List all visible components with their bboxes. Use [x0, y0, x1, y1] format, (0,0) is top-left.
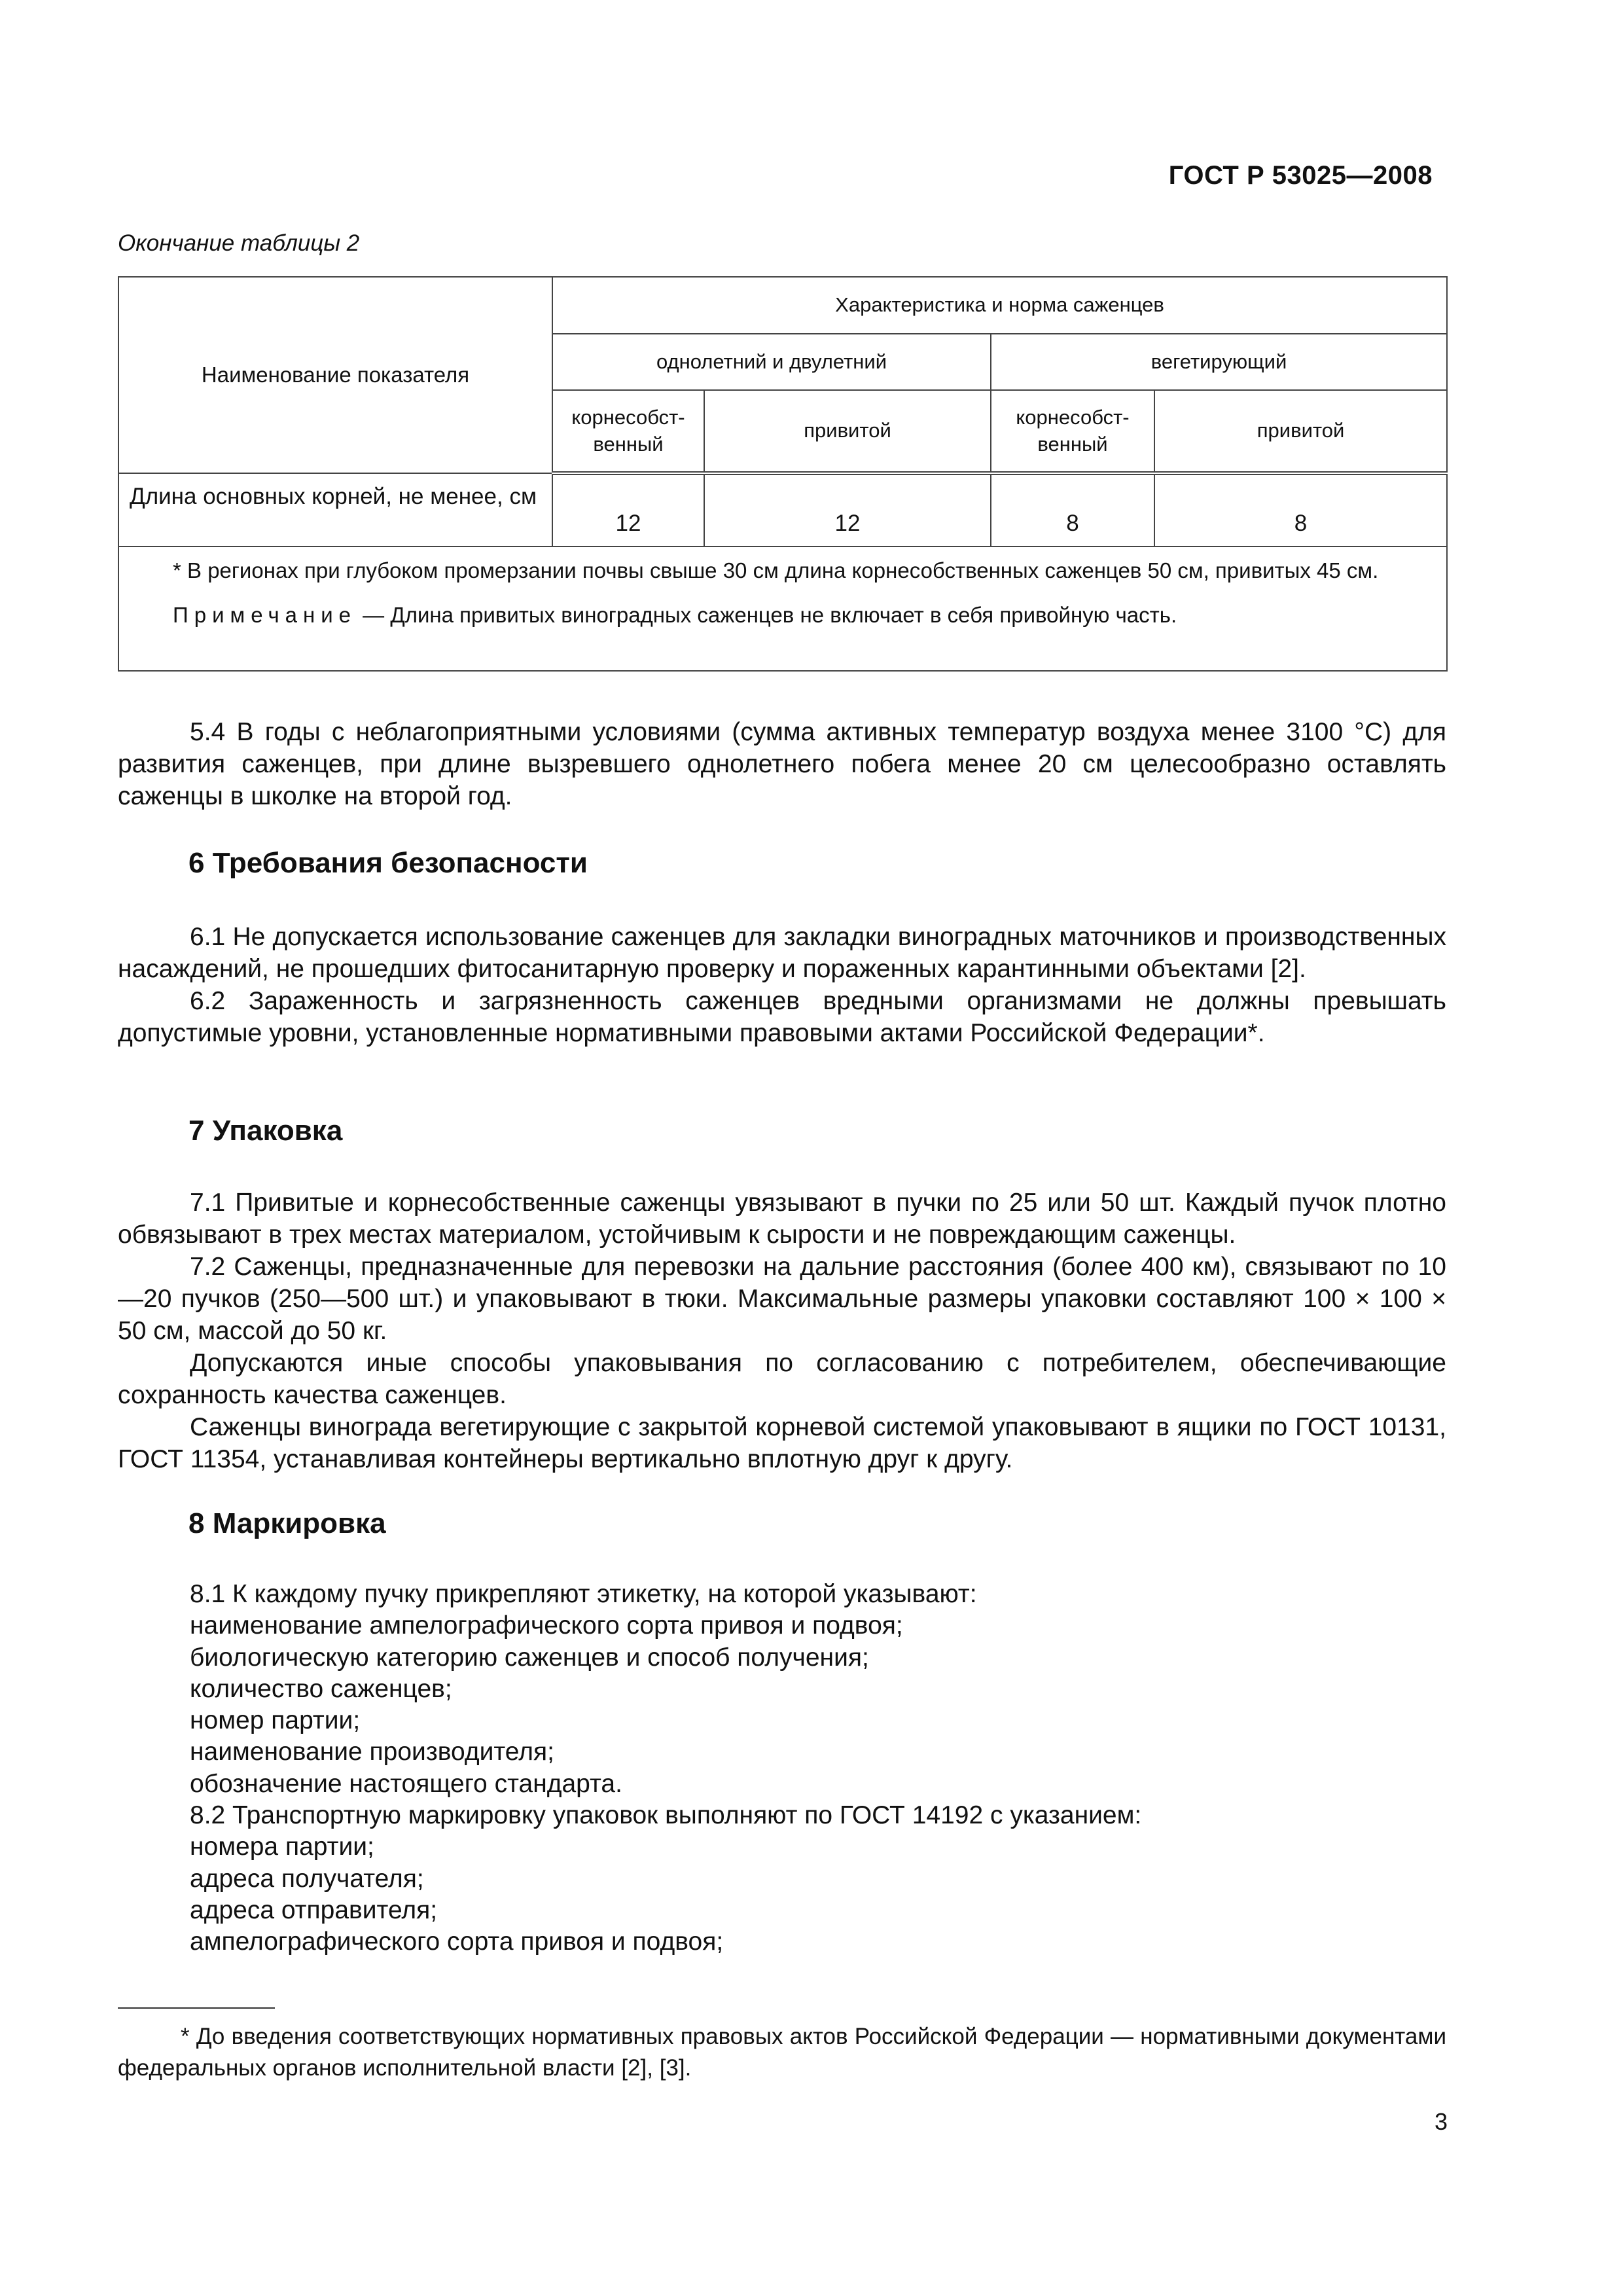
- table-footer: [118, 547, 1447, 671]
- row-value: 12: [552, 473, 704, 547]
- seedling-norms-table: [118, 276, 1448, 672]
- header-indicator: Наименование показателя: [118, 277, 552, 473]
- row-value: 8: [1154, 473, 1447, 547]
- table-footnote: * В регионах при глубоком промерзании почвы свыше 30 см длина корнесобственных саженцев 50 см, привитых 45 см.: [173, 558, 1379, 583]
- list-item: наименование ампелографического сорта привоя и подвоя;: [190, 1611, 903, 1640]
- header-own-root-b: корнесобст- венный: [991, 390, 1154, 473]
- paragraph: 7.2 Саженцы, предназначенные для перевозки на дальние расстояния (более 400 км), связывают по 10—20 пучков (250—500 шт.) и упаковывают в тюки. Максимальные размеры упаковки составляют 100 × 100 × 50 см, массой до 50 кг.: [118, 1253, 1446, 1345]
- header-group: Характеристика и норма саженцев: [552, 277, 1447, 334]
- section-5-4: [118, 716, 1446, 812]
- note-label: Примечание: [173, 602, 357, 627]
- row-value: 12: [704, 473, 991, 547]
- paragraph: 6.2 Зараженность и загрязненность саженцев вредными организмами не должны превышать допустимые уровни, установленные нормативными правовыми актами Российской Федерации*.: [118, 987, 1446, 1047]
- list-item: адреса отправителя;: [190, 1895, 438, 1924]
- footnote-text: * До введения соответствующих нормативных правовых актов Российской Федерации — нормативными документами федеральных органов исполнительной власти [2], [3].: [118, 2024, 1446, 2081]
- row-value: 8: [991, 473, 1154, 547]
- paragraph: Допускаются иные способы упаковывания по согласованию с потребителем, обеспечивающие сохранность качества саженцев.: [118, 1349, 1446, 1409]
- paragraph: 5.4 В годы с неблагоприятными условиями (сумма активных температур воздуха менее 3100 °С) для развития саженцев, при длине вызревшего однолетнего побега менее 20 см целесообразно оставлять саженцы в школке на второй год.: [118, 718, 1446, 810]
- list-item: адреса получателя;: [190, 1864, 424, 1893]
- list-item: обозначение настоящего стандарта.: [190, 1769, 622, 1798]
- document-code: ГОСТ Р 53025—2008: [1168, 161, 1433, 190]
- table-row: [118, 473, 1447, 547]
- footnote-separator: [118, 2007, 275, 2009]
- page-number: 3: [1434, 2108, 1448, 2135]
- list-item: ампелографического сорта привоя и подвоя;: [190, 1928, 724, 1956]
- section-7-text: [118, 1187, 1446, 1475]
- header-vegetating: вегетирующий: [991, 334, 1447, 390]
- list-item: количество саженцев;: [190, 1674, 452, 1703]
- section-title-7: 7 Упаковка: [188, 1115, 343, 1147]
- list-item: 8.2 Транспортную маркировку упаковок выполняют по ГОСТ 14192 с указанием:: [190, 1801, 1142, 1830]
- paragraph: Саженцы винограда вегетирующие с закрытой корневой системой упаковывают в ящики по ГОСТ 10131, ГОСТ 11354, устанавливая контейнеры вертикально вплотную друг к другу.: [118, 1413, 1446, 1473]
- table-caption: Окончание таблицы 2: [118, 230, 360, 256]
- header-own-root-a: корнесобст- венный: [552, 390, 704, 473]
- page-footnote: [118, 2021, 1446, 2084]
- header-grafted-b: привитой: [1154, 390, 1447, 473]
- list-item: биологическую категорию саженцев и способ получения;: [190, 1643, 869, 1672]
- table-note: [132, 601, 1436, 630]
- note-text: — Длина привитых виноградных саженцев не включает в себя привойную часть.: [357, 602, 1177, 627]
- section-8-list: [190, 1579, 1141, 1958]
- paragraph: 6.1 Не допускается использование саженцев для закладки виноградных маточников и производственных насаждений, не прошедших фитосанитарную проверку и пораженных карантинными объектами [2].: [118, 923, 1446, 983]
- header-grafted-a: привитой: [704, 390, 991, 473]
- list-item: номер партии;: [190, 1706, 361, 1735]
- list-item: номера партии;: [190, 1833, 374, 1861]
- paragraph: 7.1 Привитые и корнесобственные саженцы увязывают в пучки по 25 или 50 шт. Каждый пучок плотно обвязывают в трех местах материалом, устойчивым к сырости и не повреждающим саженцы.: [118, 1189, 1446, 1249]
- section-title-8: 8 Маркировка: [188, 1507, 386, 1539]
- list-item: наименование производителя;: [190, 1738, 554, 1767]
- section-6-text: [118, 921, 1446, 1049]
- list-item: 8.1 К каждому пучку прикрепляют этикетку, на которой указывают:: [190, 1580, 977, 1608]
- header-annual-biennial: однолетний и двулетний: [552, 334, 991, 390]
- row-name: Длина основных корней, не менее, см: [118, 473, 552, 547]
- section-title-6: 6 Требования безопасности: [188, 847, 588, 879]
